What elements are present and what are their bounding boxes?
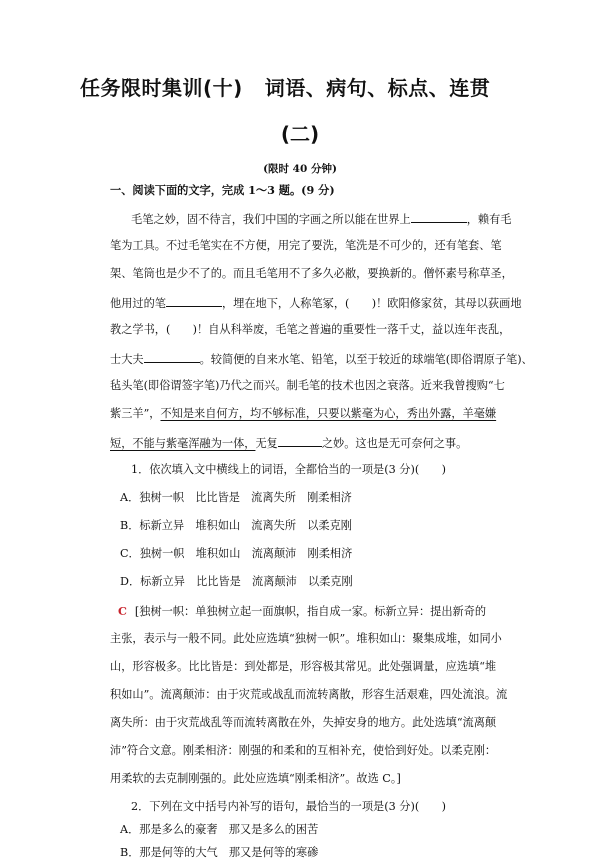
- question-2-option: A．那是多么的豪奢 那又是多么的困苦: [120, 823, 319, 836]
- fill-blank: [144, 350, 200, 363]
- fill-blank: [166, 294, 222, 307]
- question-2-option: B．那是何等的大气 那又是何等的寒碜: [120, 846, 319, 859]
- passage-text: 他用过的笔: [110, 297, 166, 310]
- fill-blank: [278, 434, 322, 447]
- question-1-option: D．标新立异 比比皆是 流离颠沛 以柔克刚: [120, 575, 353, 588]
- passage-line: 毡头笔(即俗谓签字笔)乃代之而兴。制毛笔的技术也因之衰落。近来我曾搜购“七: [110, 379, 505, 392]
- question-1-option: C．独树一帜 堆积如山 流离颠沛 刚柔相济: [120, 547, 353, 560]
- fill-blank: [411, 210, 467, 223]
- underlined-sentence: 不知是来自何方，均不够标准，只要以紫毫为心，秀出外露，羊毫嫌: [160, 407, 497, 420]
- question-1-option: B．标新立异 堆积如山 流离失所 以柔克刚: [120, 519, 352, 532]
- passage-text: ，赖有毛: [466, 213, 512, 226]
- passage-line: 架、笔筒也是少不了的。而且毛笔用不了多久必敝，要换新的。僧怀素号称草圣，: [110, 267, 513, 280]
- passage-line: [110, 406, 496, 422]
- passage-line: [110, 350, 533, 368]
- answer-1-line: 山，形容极多。比比皆是：到处都是，形容极其常见。此处强调量，应选填“堆: [110, 660, 497, 673]
- answer-1-line: [118, 603, 486, 620]
- page-subtitle: (二): [280, 122, 320, 146]
- passage-text: 士大夫: [110, 353, 144, 366]
- passage-text: ，埋在地下，人称笔冢，( )！欧阳修家贫，其母以荻画地: [221, 297, 522, 310]
- answer-1-line: 主张，表示与一般不同。此处应选填“独树一帜”。堆积如山：聚集成堆，如同小: [110, 632, 502, 645]
- section-heading: 一、阅读下面的文字，完成 1～3 题。(9 分): [110, 183, 335, 197]
- time-limit: (限时 40 分钟): [263, 163, 337, 175]
- passage-line: 笔为工具。不过毛笔实在不方便，用完了要洗，笔洗是不可少的，还有笔套、笔: [110, 239, 502, 252]
- passage-text: 之妙。这也是无可奈何之事。: [321, 437, 468, 450]
- title-main: 任务限时集训(十): [80, 76, 243, 100]
- question-1-stem: 1．依次填入文中横线上的词语，全都恰当的一项是(3 分)( ): [131, 463, 446, 476]
- page-title: [80, 72, 520, 101]
- answer-1-line: 沛”符合文意。刚柔相济：刚强的和柔和的互相补充，使恰到好处。以柔克刚：: [110, 744, 497, 757]
- passage-line: [110, 434, 467, 452]
- underlined-sentence: 短，不能与紫毫浑融为一体，: [110, 437, 256, 450]
- question-2-stem: 2．下列在文中括号内补写的语句，最恰当的一项是(3 分)( ): [131, 800, 446, 813]
- passage-line: [131, 210, 511, 228]
- passage-text: 毛笔之妙，固不待言，我们中国的字画之所以能在世界上: [131, 213, 411, 226]
- passage-text: 无复: [255, 437, 278, 450]
- title-topic: 词语、病句、标点、连贯: [264, 76, 491, 100]
- passage-text: 紫三羊”，: [110, 407, 161, 420]
- answer-text: [独树一帜：单独树立起一面旗帜，指自成一家。标新立异：提出新奇的: [134, 605, 487, 618]
- passage-line: 教之学书，( )！自从科举废，毛笔之普遍的重要性一落千丈，益以连年丧乱，: [110, 323, 511, 336]
- passage-line: [110, 294, 522, 312]
- passage-text: 。较简便的自来水笔、铅笔，以至于较近的球端笔(即俗谓原子笔)、: [199, 353, 533, 366]
- answer-letter: C: [118, 604, 127, 618]
- answer-1-line: 用柔软的去克制刚强的。此处应选填“刚柔相济”。故选 C。]: [110, 772, 401, 785]
- answer-1-line: 积如山”。流离颠沛：由于灾荒或战乱而流转离散，形容生活艰难，四处流浪。流: [110, 688, 508, 701]
- answer-1-line: 离失所：由于灾荒战乱等而流转离散在外，失掉安身的地方。此处选填“流离颠: [110, 716, 497, 729]
- question-1-option: A．独树一帜 比比皆是 流离失所 刚柔相济: [120, 491, 352, 504]
